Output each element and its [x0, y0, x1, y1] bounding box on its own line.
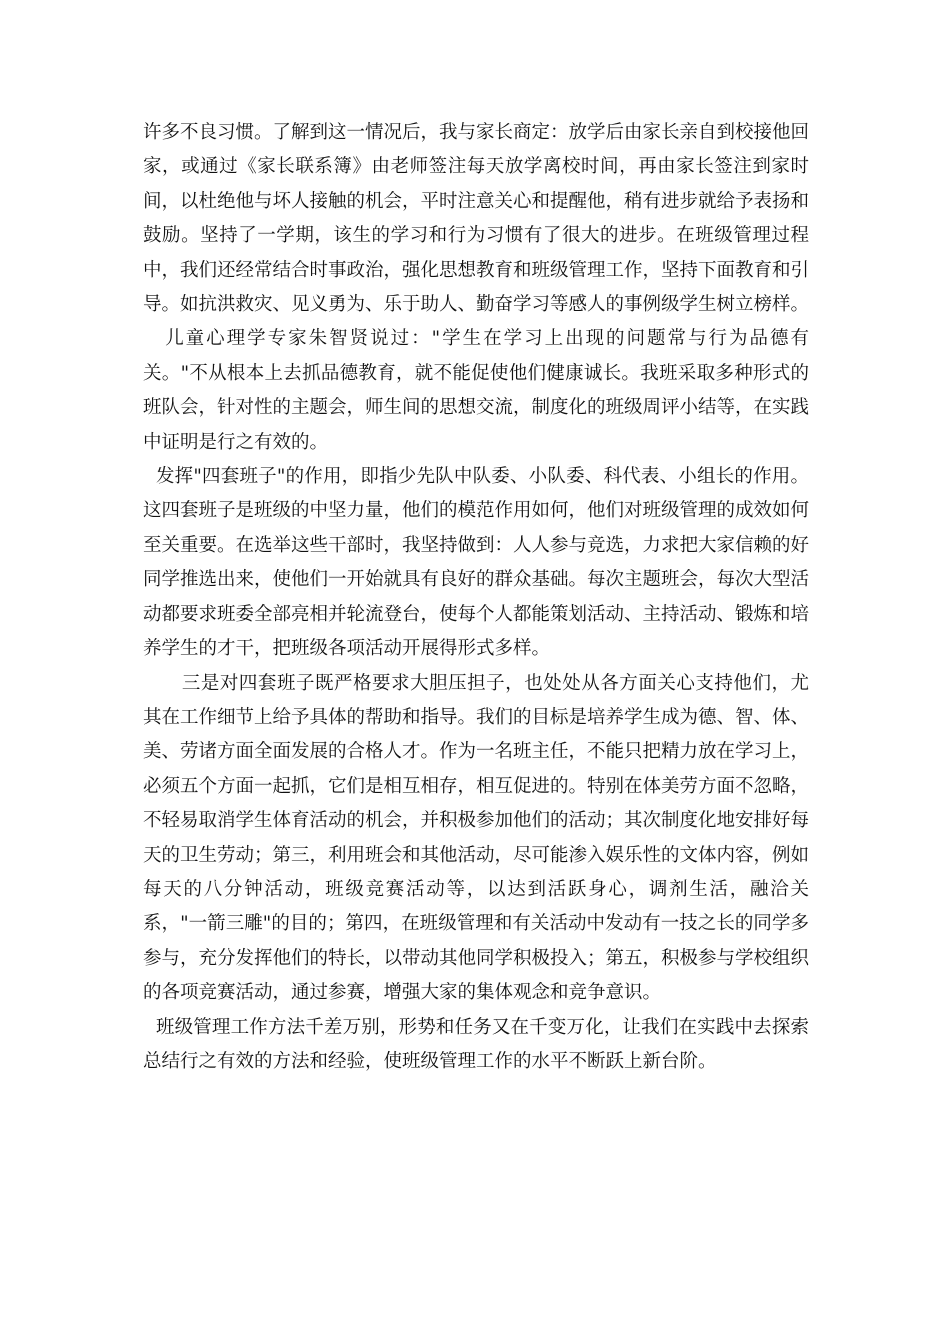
paragraph-5: 班级管理工作方法千差万别，形势和任务又在千变万化，让我们在实践中去探索总结行之有效的方法和经验，使班级管理工作的水平不断跃上新台阶。: [143, 1016, 809, 1072]
paragraph-4: 三是对四套班子既严格要求大胆压担子，也处处从各方面关心支持他们，尤其在工作细节上给予具体的帮助和指导。我们的目标是培养学生成为德、智、体、美、劳诸方面全面发展的合格人才。作为一名班主任，不能只把精力放在学习上，必须五个方面一起抓，它们是相互相存，相互促进的。特别在体美劳方面不忽略，不轻易取消学生体育活动的机会，并积极参加他们的活动；其次制度化地安排好每天的卫生劳动；第三，利用班会和其他活动，尽可能渗入娱乐性的文体内容，例如每天的八分钟活动，班级竞赛活动等，以达到活跃身心，调剂生活，融洽关系，"一箭三雕"的目的；第四，在班级管理和有关活动中发动有一技之长的同学多参与，充分发挥他们的特长，以带动其他同学积极投入；第五，积极参与学校组织的各项竞赛活动，通过参赛，增强大家的集体观念和竞争意识。: [143, 672, 810, 1004]
paragraph-1: 许多不良习惯。了解到这一情况后，我与家长商定：放学后由家长亲自到校接他回家，或通过《家长联系簿》由老师签注每天放学离校时间，再由家长签注到家时间，以杜绝他与坏人接触的机会，平时注意关心和提醒他，稍有进步就给予表扬和鼓励。坚持了一学期，该生的学习和行为习惯有了很大的进步。在班级管理过程中，我们还经常结合时事政治，强化思想教育和班级管理工作，坚持下面教育和引导。如抗洪救灾、见义勇为、乐于助人、勤奋学习等感人的事例级学生树立榜样。: [143, 122, 810, 316]
document-body: [143, 116, 809, 1079]
paragraph-2: 儿童心理学专家朱智贤说过："学生在学习上出现的问题常与行为品德有关。"不从根本上去抓品德教育，就不能促使他们健康诚长。我班采取多种形式的班队会，针对性的主题会，师生间的思想交流，制度化的班级周评小结等，在实践中证明是行之有效的。: [143, 328, 810, 453]
paragraph-3: 发挥"四套班子"的作用，即指少先队中队委、小队委、科代表、小组长的作用。这四套班子是班级的中坚力量，他们的模范作用如何，他们对班级管理的成效如何至关重要。在选举这些干部时，我坚持做到：人人参与竞选，力求把大家信赖的好同学推选出来，使他们一开始就具有良好的群众基础。每次主题班会，每次大型活动都要求班委全部亮相并轮流登台，使每个人都能策划活动、主持活动、锻炼和培养学生的才干，把班级各项活动开展得形式多样。: [143, 466, 810, 660]
